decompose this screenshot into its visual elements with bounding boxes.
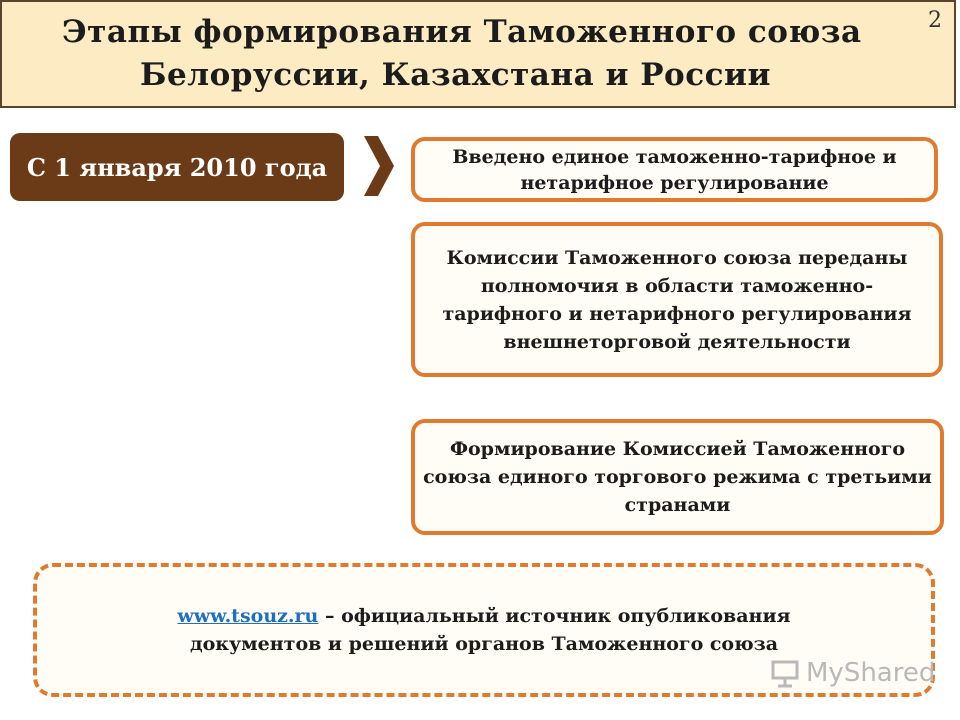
footer-line1	[177, 602, 790, 630]
watermark	[770, 655, 935, 691]
info-box-commission-powers: Комиссии Таможенного союза переданы полномочия в области таможенно-тарифного и нетарифного регулирования внешнеторговой деятельности	[411, 222, 943, 377]
footer-line1-text: – официальный источник опубликования	[318, 605, 791, 627]
footer-line2: документов и решений органов Таможенного союза	[189, 633, 779, 655]
slide-title-line2: Белоруссии, Казахстана и России	[140, 57, 771, 93]
presentation-board-icon	[770, 658, 800, 688]
page-number: 2	[928, 8, 942, 33]
tsouz-link[interactable]: www.tsouz.ru	[177, 605, 319, 627]
info-box-trade-regime: Формирование Комиссией Таможенного союза единого торгового режима с третьими странами	[411, 419, 944, 535]
date-label-box: С 1 января 2010 года	[10, 133, 344, 201]
slide-title-line1: Этапы формирования Таможенного союза	[62, 14, 862, 50]
title-bar	[0, 0, 956, 108]
chevron-right-icon	[364, 136, 394, 196]
watermark-text: MyShared	[806, 658, 936, 688]
info-box-tariff-regulation: Введено единое таможенно-тарифное и нетарифное регулирование	[411, 137, 938, 202]
